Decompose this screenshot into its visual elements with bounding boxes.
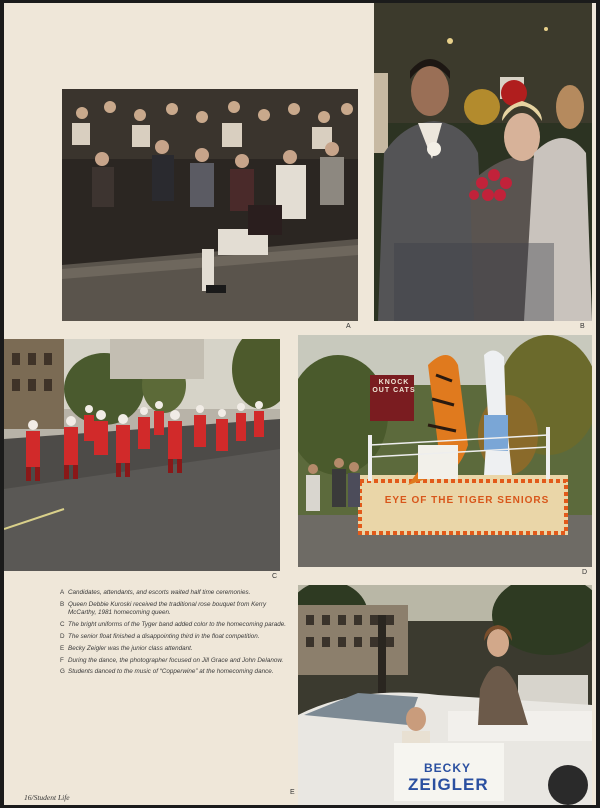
yearbook-page (4, 3, 596, 805)
photo-d-label: D (582, 569, 588, 576)
caption-d: D The senior float finished a disappointing third in the float competition. (60, 632, 260, 640)
photo-b-label: B (580, 323, 585, 330)
caption-a: A Candidates, attendants, and escorts waited half time ceremonies. (60, 589, 251, 596)
photo-e-label: E (290, 789, 295, 796)
float-banner: EYE OF THE TIGER SENIORS (384, 495, 550, 506)
caption-g: G Students danced to the music of “Copperwine” at the homecoming dance. (60, 668, 274, 676)
car-sign-line2: ZEIGLER (408, 775, 489, 794)
photo-c-band (4, 339, 280, 571)
captions-list (60, 589, 292, 680)
float-top-sign: KNOCK OUT CATS (372, 379, 416, 394)
page-folio: 16/Student Life (24, 793, 70, 802)
photo-b-queen (374, 3, 592, 321)
car-sign-line1: BECKY (424, 761, 472, 775)
caption-e: E Becky Zeigler was the junior class attendant. (60, 644, 193, 652)
caption-f: F During the dance, the photographer focused on Jill Grace and John Delanow. (60, 656, 284, 664)
caption-b: B Queen Debbie Kuroski received the traditional rose bouquet from Kerry McCarthy, 1981 homecoming queen. (60, 600, 267, 617)
photo-d-float (298, 335, 592, 567)
photo-a-audience (62, 89, 358, 321)
photo-a-label: A (346, 323, 351, 330)
caption-c: C The bright uniforms of the Tyger band added color to the homecoming parade. (60, 621, 286, 629)
photo-c-label: C (272, 573, 278, 580)
